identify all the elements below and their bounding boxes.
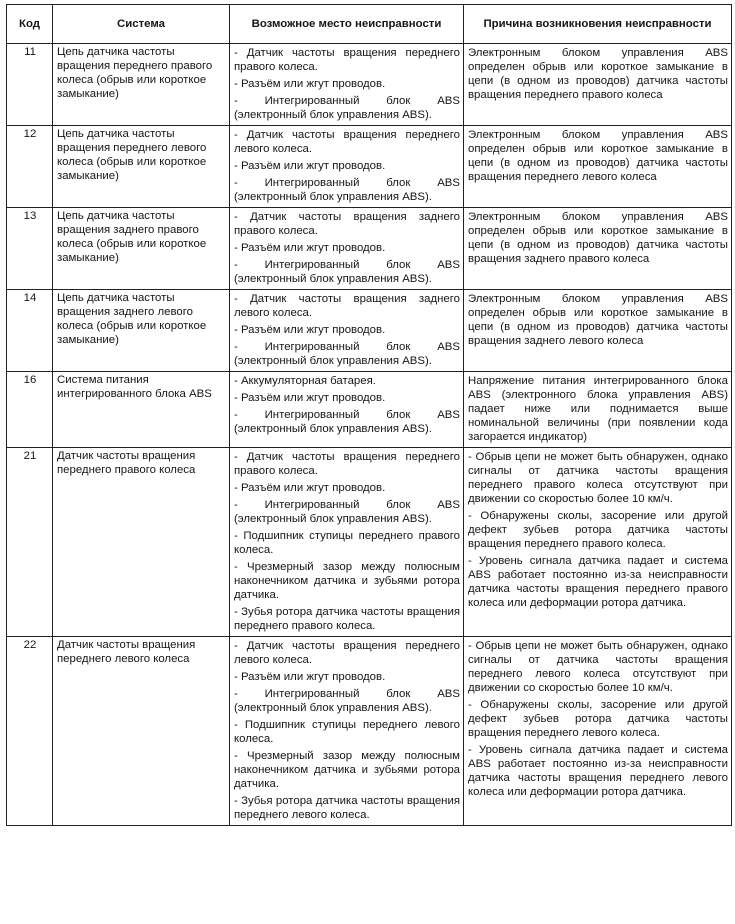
fault-location-item: - Интегрированный блок ABS (электронный блок управления ABS). xyxy=(234,409,460,435)
fault-location-item: - Зубья ротора датчика частоты вращения переднего левого колеса. xyxy=(234,795,460,821)
table-row xyxy=(7,637,732,826)
fault-location-cell xyxy=(230,372,464,448)
system-cell: Цепь датчика частоты вращения заднего правого колеса (обрыв или короткое замыкание) xyxy=(53,208,230,290)
fault-cause-cell xyxy=(464,372,732,448)
fault-location-item: - Интегрированный блок ABS (электронный блок управления ABS). xyxy=(234,95,460,121)
fault-location-item: - Датчик частоты вращения переднего правого колеса. xyxy=(234,451,460,477)
fault-cause-item: Напряжение питания интегрированного блока ABS (электронного блока управления ABS) падает ниже или поднимается выше номинальной величины (при появлении кода загорается индикатор) xyxy=(468,375,728,443)
fault-location-item: - Интегрированный блок ABS (электронный блок управления ABS). xyxy=(234,499,460,525)
fault-location-item: - Датчик частоты вращения переднего левого колеса. xyxy=(234,640,460,666)
fault-cause-item: - Уровень сигнала датчика падает и система ABS работает постоянно из-за неисправности датчика частоты вращения переднего правого колеса или деформации ротора датчика. xyxy=(468,555,728,609)
fault-location-cell xyxy=(230,126,464,208)
header-row xyxy=(7,5,732,44)
fault-location-cell xyxy=(230,448,464,637)
document-page xyxy=(6,4,731,826)
fault-location-item: - Разъём или жгут проводов. xyxy=(234,78,386,90)
system-cell: Цепь датчика частоты вращения заднего левого колеса (обрыв или короткое замыкание) xyxy=(53,290,230,372)
fault-cause-item: Электронным блоком управления ABS определен обрыв или короткое замыкание в цепи (в одном из проводов) датчика частоты вращения заднего левого колеса xyxy=(468,293,728,347)
fault-cause-cell xyxy=(464,448,732,637)
fault-cause-item: - Обрыв цепи не может быть обнаружен, однако сигналы от датчика частоты вращения переднего правого колеса отсутствуют при движении со скоростью более 10 км/ч. xyxy=(468,451,728,505)
fault-location-item: - Датчик частоты вращения заднего правого колеса. xyxy=(234,211,460,237)
table-row xyxy=(7,208,732,290)
fault-cause-item: - Обрыв цепи не может быть обнаружен, однако сигналы от датчика частоты вращения переднего левого колеса отсутствуют при движении со скоростью более 10 км/ч. xyxy=(468,640,728,694)
table-body xyxy=(7,44,732,826)
fault-location-item: - Разъём или жгут проводов. xyxy=(234,671,386,683)
fault-location-item: - Интегрированный блок ABS (электронный блок управления ABS). xyxy=(234,688,460,714)
fault-code-cell: 21 xyxy=(7,448,53,637)
fault-location-item: - Интегрированный блок ABS (электронный блок управления ABS). xyxy=(234,177,460,203)
fault-cause-cell xyxy=(464,208,732,290)
system-cell: Цепь датчика частоты вращения переднего левого колеса (обрыв или короткое замыкание) xyxy=(53,126,230,208)
fault-code-cell: 11 xyxy=(7,44,53,126)
fault-code-cell: 22 xyxy=(7,637,53,826)
fault-cause-item: - Уровень сигнала датчика падает и система ABS работает постоянно из-за неисправности датчика частоты вращения переднего левого колеса или деформации ротора датчика. xyxy=(468,744,728,798)
fault-cause-item: Электронным блоком управления ABS определен обрыв или короткое замыкание в цепи (в одном из проводов) датчика частоты вращения переднего правого колеса xyxy=(468,47,728,101)
fault-cause-item: - Обнаружены сколы, засорение или другой дефект зубьев ротора датчика частоты вращения переднего левого колеса. xyxy=(468,699,728,739)
system-cell: Датчик частоты вращения переднего левого колеса xyxy=(53,637,230,826)
fault-cause-item: Электронным блоком управления ABS определен обрыв или короткое замыкание в цепи (в одном из проводов) датчика частоты вращения заднего правого колеса xyxy=(468,211,728,265)
fault-location-item: - Зубья ротора датчика частоты вращения переднего правого колеса. xyxy=(234,606,460,632)
table-row xyxy=(7,372,732,448)
fault-location-item: - Интегрированный блок ABS (электронный блок управления ABS). xyxy=(234,259,460,285)
fault-location-item: - Датчик частоты вращения заднего левого колеса. xyxy=(234,293,460,319)
fault-location-cell xyxy=(230,637,464,826)
fault-location-item: - Разъём или жгут проводов. xyxy=(234,392,386,404)
fault-location-item: - Чрезмерный зазор между полюсным наконечником датчика и зубьями ротора датчика. xyxy=(234,561,460,601)
table-row xyxy=(7,44,732,126)
header-cause: Причина возникновения неисправности xyxy=(464,5,732,44)
system-cell: Датчик частоты вращения переднего правого колеса xyxy=(53,448,230,637)
fault-location-item: - Аккумуляторная батарея. xyxy=(234,375,376,387)
fault-code-table xyxy=(6,4,732,826)
fault-cause-item: - Обнаружены сколы, засорение или другой дефект зубьев ротора датчика частоты вращения переднего правого колеса. xyxy=(468,510,728,550)
fault-cause-item: Электронным блоком управления ABS определен обрыв или короткое замыкание в цепи (в одном из проводов) датчика частоты вращения переднего левого колеса xyxy=(468,129,728,183)
table-header xyxy=(7,5,732,44)
header-code: Код xyxy=(7,5,53,44)
fault-location-item: - Разъём или жгут проводов. xyxy=(234,482,386,494)
fault-code-cell: 14 xyxy=(7,290,53,372)
fault-cause-cell xyxy=(464,44,732,126)
fault-location-item: - Разъём или жгут проводов. xyxy=(234,242,386,254)
table-row xyxy=(7,290,732,372)
fault-code-cell: 16 xyxy=(7,372,53,448)
fault-location-item: - Чрезмерный зазор между полюсным наконечником датчика и зубьями ротора датчика. xyxy=(234,750,460,790)
fault-location-item: - Датчик частоты вращения переднего левого колеса. xyxy=(234,129,460,155)
system-cell: Система питания интегрированного блока ABS xyxy=(53,372,230,448)
fault-code-cell: 13 xyxy=(7,208,53,290)
system-cell: Цепь датчика частоты вращения переднего правого колеса (обрыв или короткое замыкание) xyxy=(53,44,230,126)
fault-location-item: - Подшипник ступицы переднего левого колеса. xyxy=(234,719,460,745)
table-row xyxy=(7,448,732,637)
fault-location-cell xyxy=(230,290,464,372)
table-row xyxy=(7,126,732,208)
header-place: Возможное место неисправности xyxy=(230,5,464,44)
fault-location-item: - Датчик частоты вращения переднего правого колеса. xyxy=(234,47,460,73)
header-system: Система xyxy=(53,5,230,44)
fault-location-cell xyxy=(230,208,464,290)
fault-location-item: - Подшипник ступицы переднего правого колеса. xyxy=(234,530,460,556)
fault-location-item: - Разъём или жгут проводов. xyxy=(234,160,386,172)
fault-location-item: - Интегрированный блок ABS (электронный блок управления ABS). xyxy=(234,341,460,367)
fault-code-cell: 12 xyxy=(7,126,53,208)
fault-location-cell xyxy=(230,44,464,126)
fault-cause-cell xyxy=(464,290,732,372)
fault-location-item: - Разъём или жгут проводов. xyxy=(234,324,386,336)
fault-cause-cell xyxy=(464,637,732,826)
fault-cause-cell xyxy=(464,126,732,208)
